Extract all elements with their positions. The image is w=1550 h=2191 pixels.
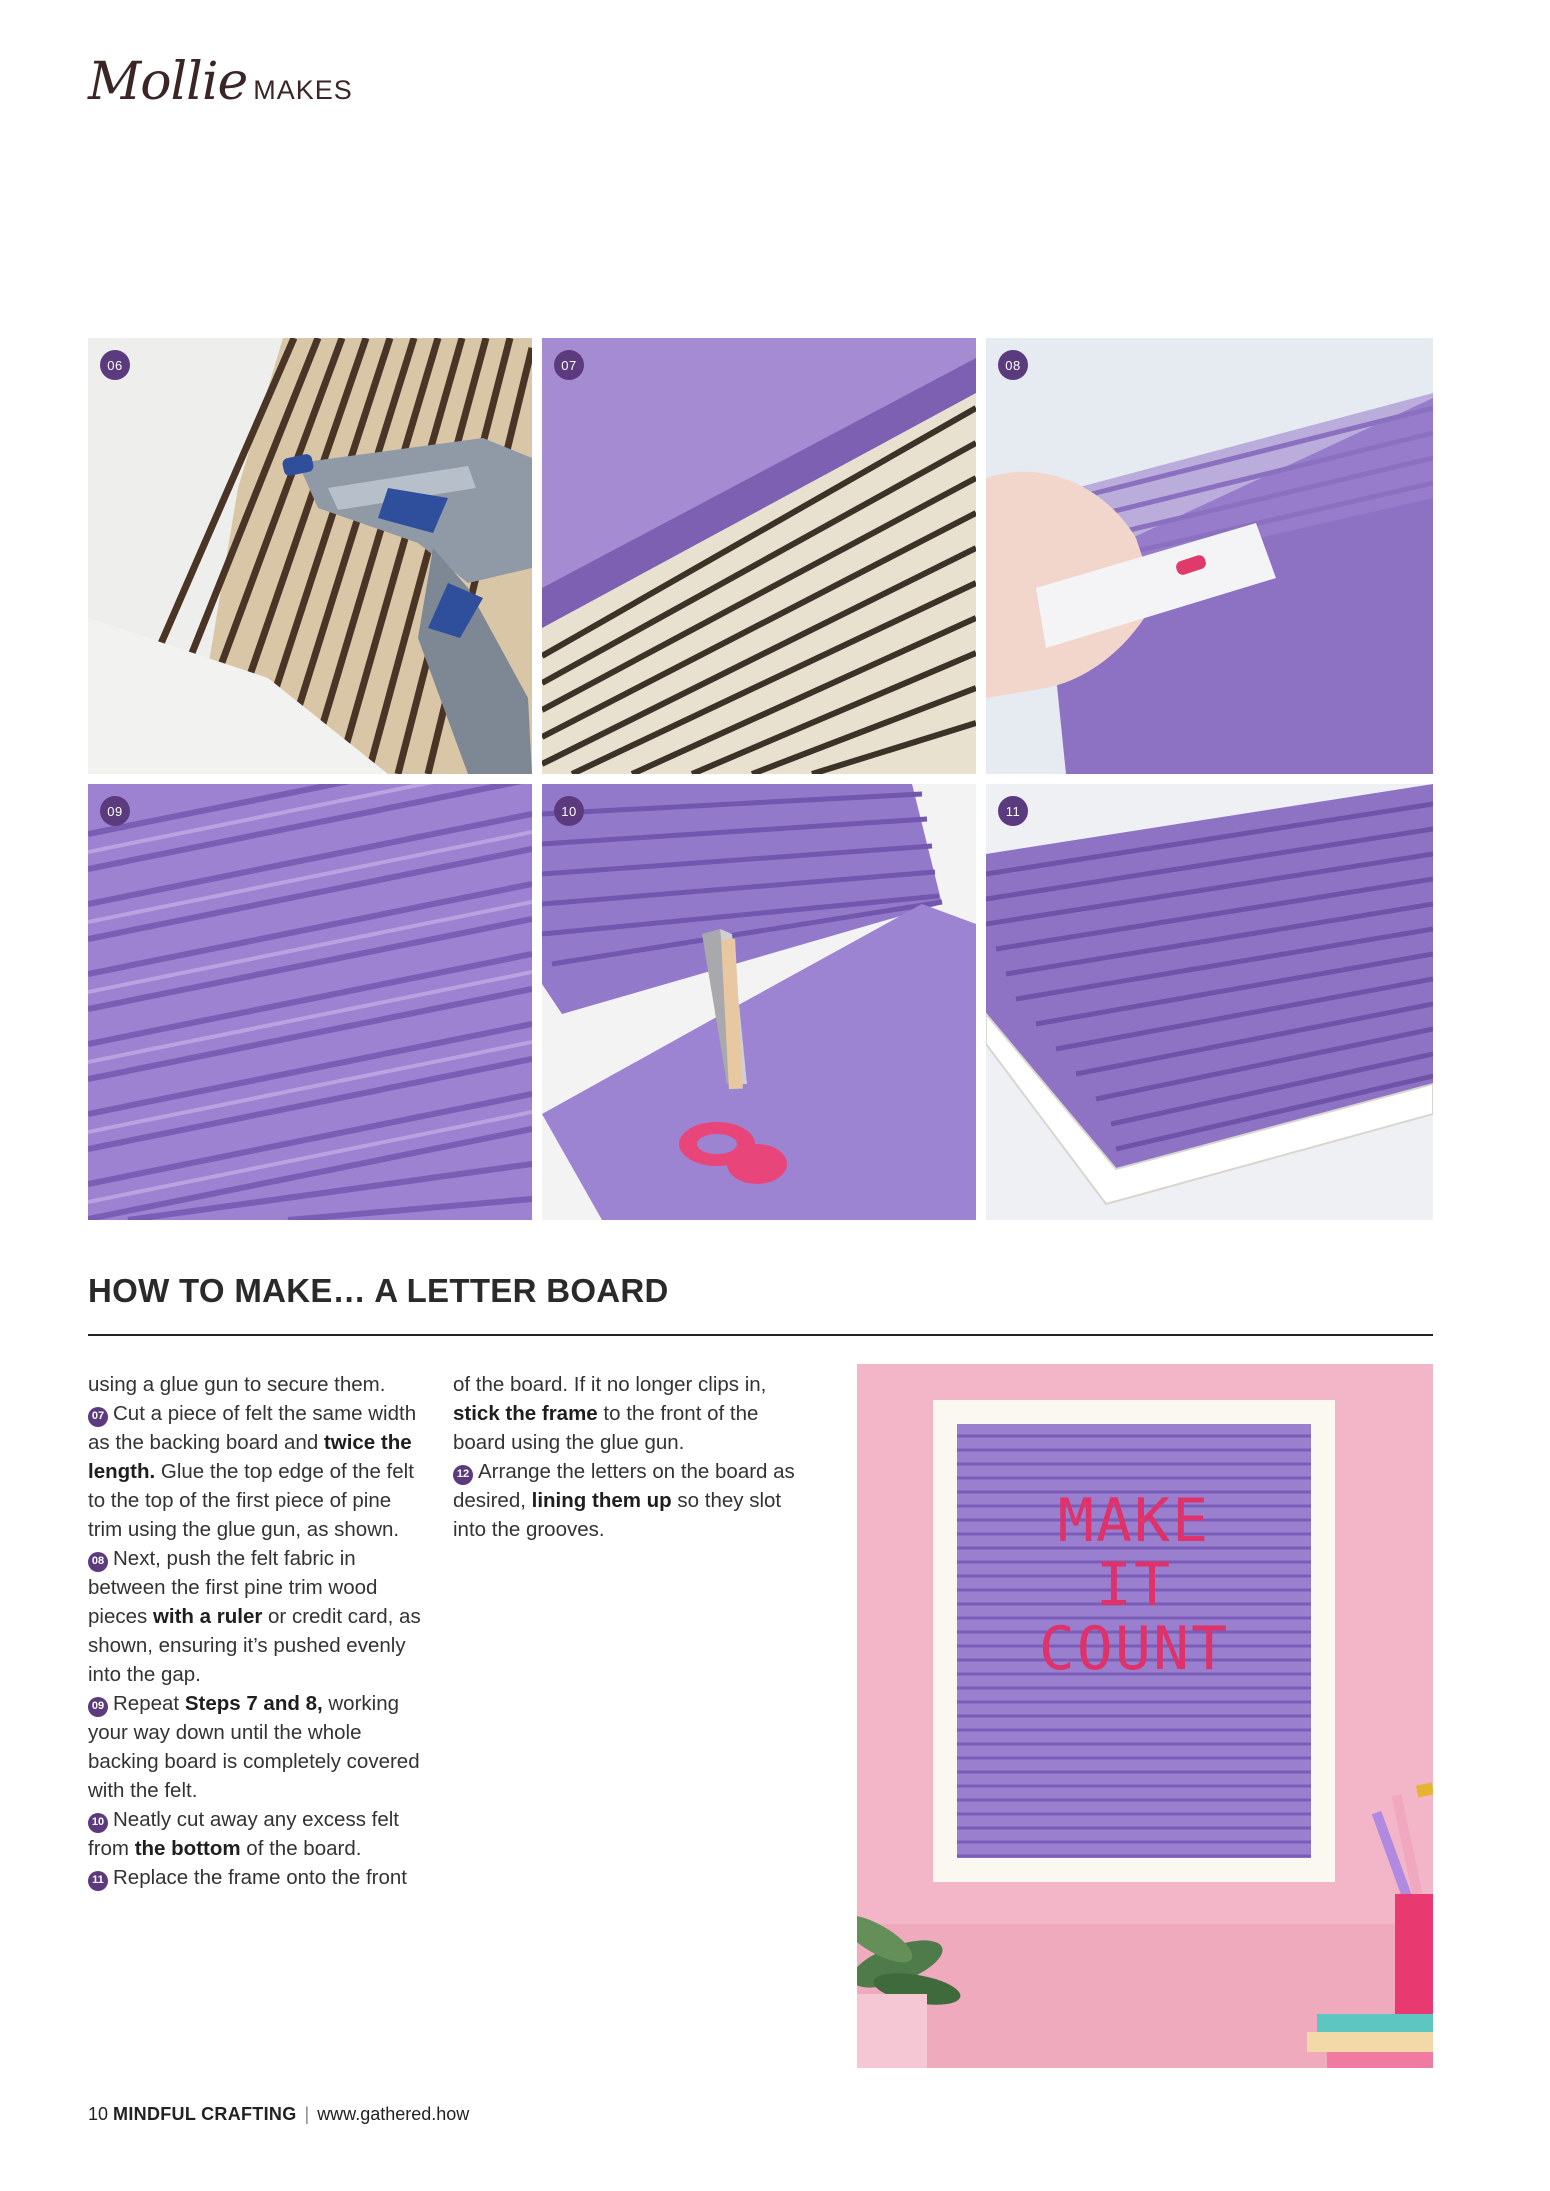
step-badge-08: 08 [998,350,1028,380]
section-heading: HOW TO MAKE… A LETTER BOARD [88,1272,669,1309]
body-text: Arrange the letters on the board as desired, [453,1460,795,1512]
step-photo-07 [542,338,976,774]
magazine-name: MINDFUL CRAFTING [113,2104,297,2124]
glue-gun-photo [88,338,532,774]
step-number-08: 08 [88,1552,108,1572]
continued-text [453,1370,798,1457]
body-text: Cut a piece of felt the same width as the backing board and [88,1402,417,1454]
page-footer [88,2104,469,2125]
body-text: or credit card, as shown, ensuring it’s pushed evenly into the gap. [88,1605,421,1686]
masthead-logo [88,52,353,112]
step-photo-11 [986,784,1433,1220]
ridged-felt-photo [88,784,532,1220]
step-number-10: 10 [88,1813,108,1833]
emphasis-text: the bottom [134,1837,241,1860]
body-text: so they slot into the grooves. [453,1489,782,1541]
step-09-text [88,1689,424,1805]
emphasis-text: lining them up [531,1489,672,1512]
step-badge-06: 06 [100,350,130,380]
step-badge-07: 07 [554,350,584,380]
step-12-text [453,1457,798,1544]
felt-on-trim-photo [542,338,976,774]
step-badge-11: 11 [998,796,1028,826]
body-text: working your way down until the whole backing board is completely covered with the felt. [88,1692,420,1802]
logo-word: MAKES [253,75,353,105]
step-number-07: 07 [88,1407,108,1427]
body-text: Repeat [113,1692,185,1715]
step-number-09: 09 [88,1697,108,1717]
cut-felt-photo [542,784,976,1220]
board-letter-word: MAKE [1057,1486,1211,1556]
step-number-11: 11 [88,1871,108,1891]
body-text: Glue the top edge of the felt to the top of the first piece of pine trim using the glue gun, as shown. [88,1460,414,1541]
board-letters [957,1486,1311,1684]
step-11-text [88,1863,424,1892]
step-10-text [88,1805,424,1863]
body-text: of the board. If it no longer clips in, [453,1373,767,1396]
body-text: Replace the frame onto the front [113,1866,408,1889]
website-link[interactable]: www.gathered.how [317,2104,470,2124]
body-text: of the board. [240,1837,362,1860]
instructions-column-left [88,1370,424,1892]
body-text: using a glue gun to secure them. [88,1373,386,1396]
footer-separator: | [304,2104,310,2124]
continued-text [88,1370,424,1399]
body-text: Next, push the felt fabric in between the first pine trim wood pieces [88,1547,378,1628]
instructions-column-right [453,1370,798,1544]
framed-board-photo [986,784,1433,1220]
step-badge-10: 10 [554,796,584,826]
board-letter-word: COUNT [1038,1614,1230,1684]
step-number-12: 12 [453,1465,473,1485]
page-number: 10 [88,2104,109,2124]
emphasis-text: twice the length. [88,1431,412,1483]
logo-script: Mollie [88,52,248,112]
step-08-text [88,1544,424,1689]
emphasis-text: stick the frame [453,1402,598,1425]
emphasis-text: with a ruler [152,1605,263,1628]
emphasis-text: Steps 7 and 8, [184,1692,323,1715]
felt-push-card-photo [986,338,1433,774]
board-letter-word: IT [1095,1550,1173,1620]
step-badge-09: 09 [100,796,130,826]
step-photo-10 [542,784,976,1220]
heading-rule [88,1334,1433,1336]
step-photo-09 [88,784,532,1220]
body-text: Neatly cut away any excess felt from [88,1808,399,1860]
letter-board-illustration [857,1364,1433,2068]
step-photo-06 [88,338,532,774]
body-text: to the front of the board using the glue gun. [453,1402,759,1454]
step-07-text [88,1399,424,1544]
finished-letter-board-photo [857,1364,1433,2068]
step-photo-08 [986,338,1433,774]
